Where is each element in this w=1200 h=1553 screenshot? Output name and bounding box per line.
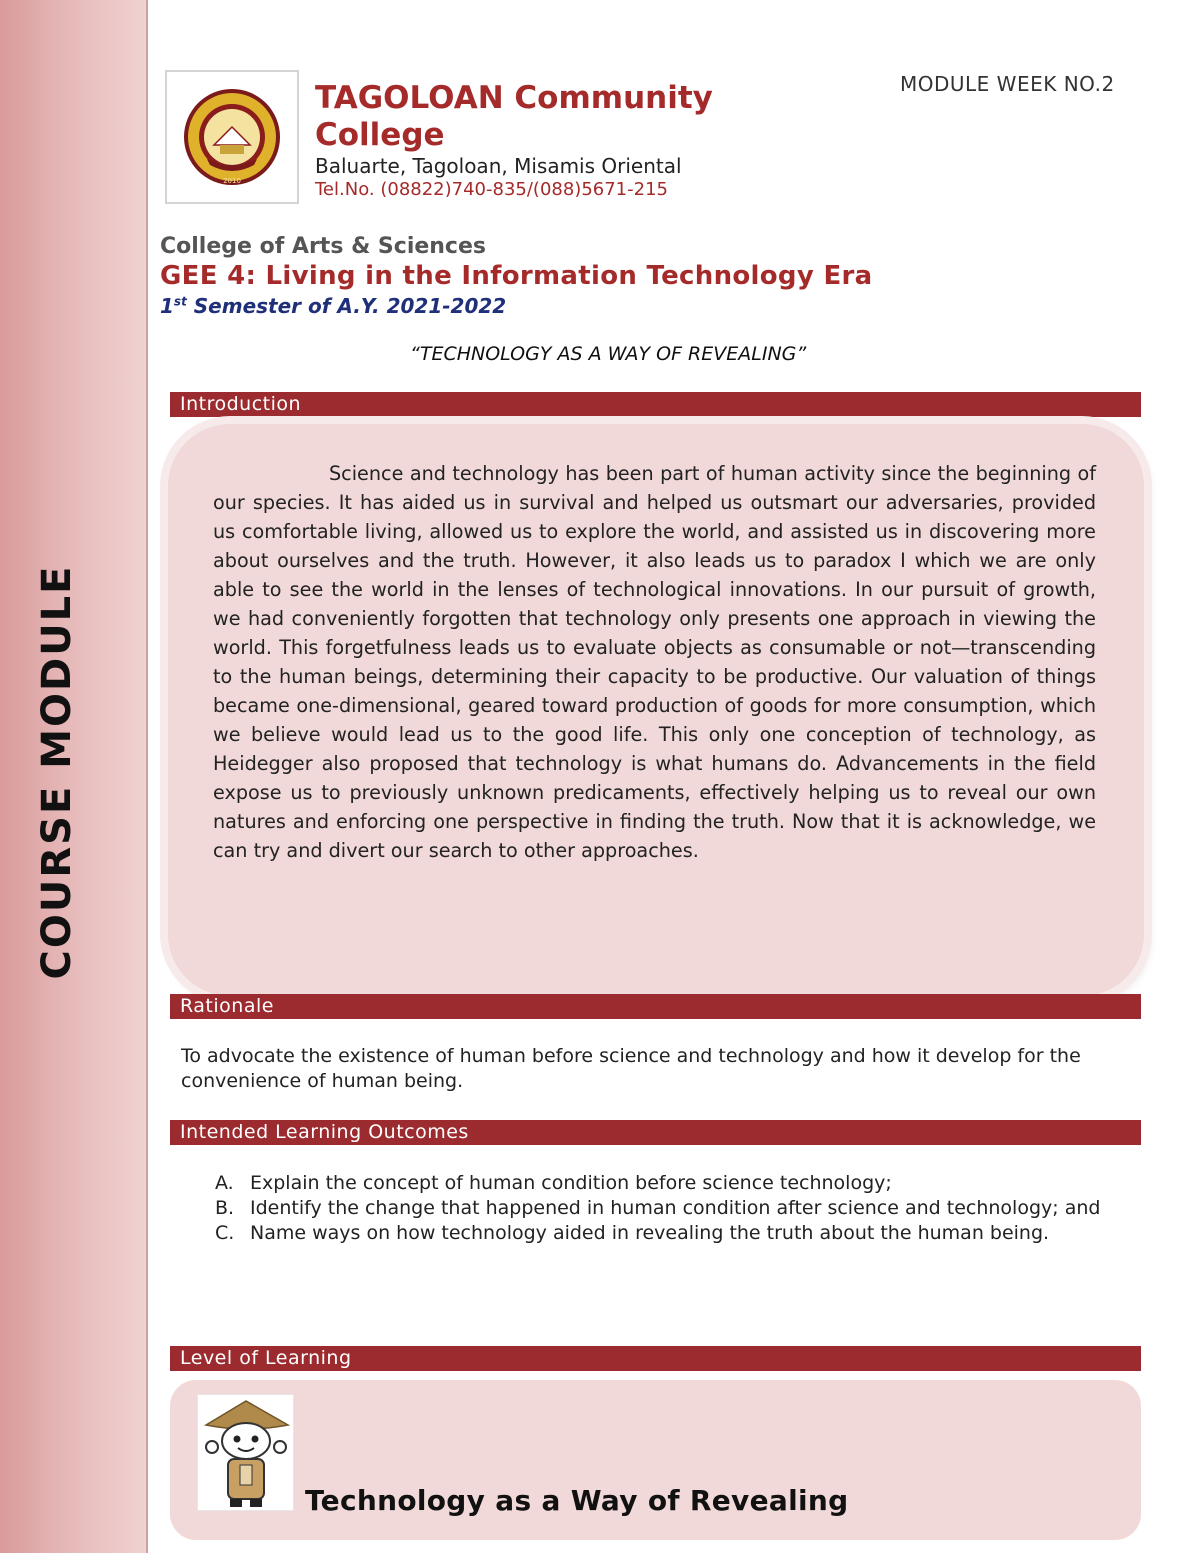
outcome-text: Explain the concept of human condition before science technology; xyxy=(250,1172,892,1194)
side-title: COURSE MODULE xyxy=(34,564,80,980)
outcomes-list xyxy=(215,1171,1105,1246)
semester xyxy=(160,294,506,318)
semester-number: 1 xyxy=(160,294,174,318)
level-heading: Level of Learning xyxy=(170,1346,1141,1371)
outcome-label: A. xyxy=(215,1172,234,1194)
introduction-body xyxy=(213,459,1096,865)
module-topic: “TECHNOLOGY AS A WAY OF REVEALING” xyxy=(410,343,807,365)
college-telephone: Tel.No. (08822)740-835/(088)5671-215 xyxy=(315,179,668,197)
outcome-label: B. xyxy=(215,1197,235,1219)
course-title: GEE 4: Living in the Information Technology Era xyxy=(160,261,873,291)
college-seal-icon xyxy=(182,87,282,187)
semester-rest: Semester of A.Y. 2021-2022 xyxy=(186,294,507,318)
department: College of Arts & Sciences xyxy=(160,234,486,259)
seal-year: 2010 xyxy=(223,177,241,185)
college-logo xyxy=(165,70,299,204)
mascot-frame xyxy=(197,1394,294,1511)
college-name: TAGOLOAN Community College xyxy=(315,80,713,153)
introduction-text: Science and technology has been part of human activity since the beginning of our species. It has aided us in survival and helped us outsmart our adversaries, provided us comfortable living, allowed us to explore the world, and assisted us in discovering more about ourselves and the truth. However, it also leads us to paradox I which we are only able to see the world in the lenses of technological innovations. In our pursuit of growth, we had conveniently forgotten that technology only presents one approach in viewing the world. This forgetfulness leads us to evaluate objects as consumable or not—transcending to the human beings, determining their capacity to be productive. Our valuation of things became one-dimensional, geared toward production of goods for more consumption, which we believe would lead us to the good life. This only one conception of technology, as Heidegger also proposed that technology is what humans do. Advancements in the field expose us to previously unknown predicaments, effectively helping us to reveal our own natures and enforcing one perspective in finding the truth. Now that it is acknowledge, we can try and divert our search to other approaches. xyxy=(213,462,1096,862)
outcome-label: C. xyxy=(215,1222,235,1244)
outcomes-heading: Intended Learning Outcomes xyxy=(170,1120,1141,1145)
level-title: Technology as a Way of Revealing xyxy=(305,1484,849,1517)
rationale-heading: Rationale xyxy=(170,994,1141,1019)
list-item xyxy=(215,1171,1105,1196)
outcome-text: Identify the change that happened in human condition after science and technology; and xyxy=(250,1197,1101,1219)
list-item xyxy=(215,1221,1105,1246)
college-address: Baluarte, Tagoloan, Misamis Oriental xyxy=(315,154,682,178)
semester-suffix: st xyxy=(173,294,187,309)
outcome-text: Name ways on how technology aided in revealing the truth about the human being. xyxy=(250,1222,1050,1244)
introduction-heading: Introduction xyxy=(170,392,1141,417)
module-week: MODULE WEEK NO.2 xyxy=(900,72,1115,96)
rationale-body: To advocate the existence of human before science and technology and how it develop for the convenience of human being. xyxy=(181,1045,1081,1092)
mascot-icon xyxy=(198,1395,295,1512)
list-item xyxy=(215,1196,1105,1221)
